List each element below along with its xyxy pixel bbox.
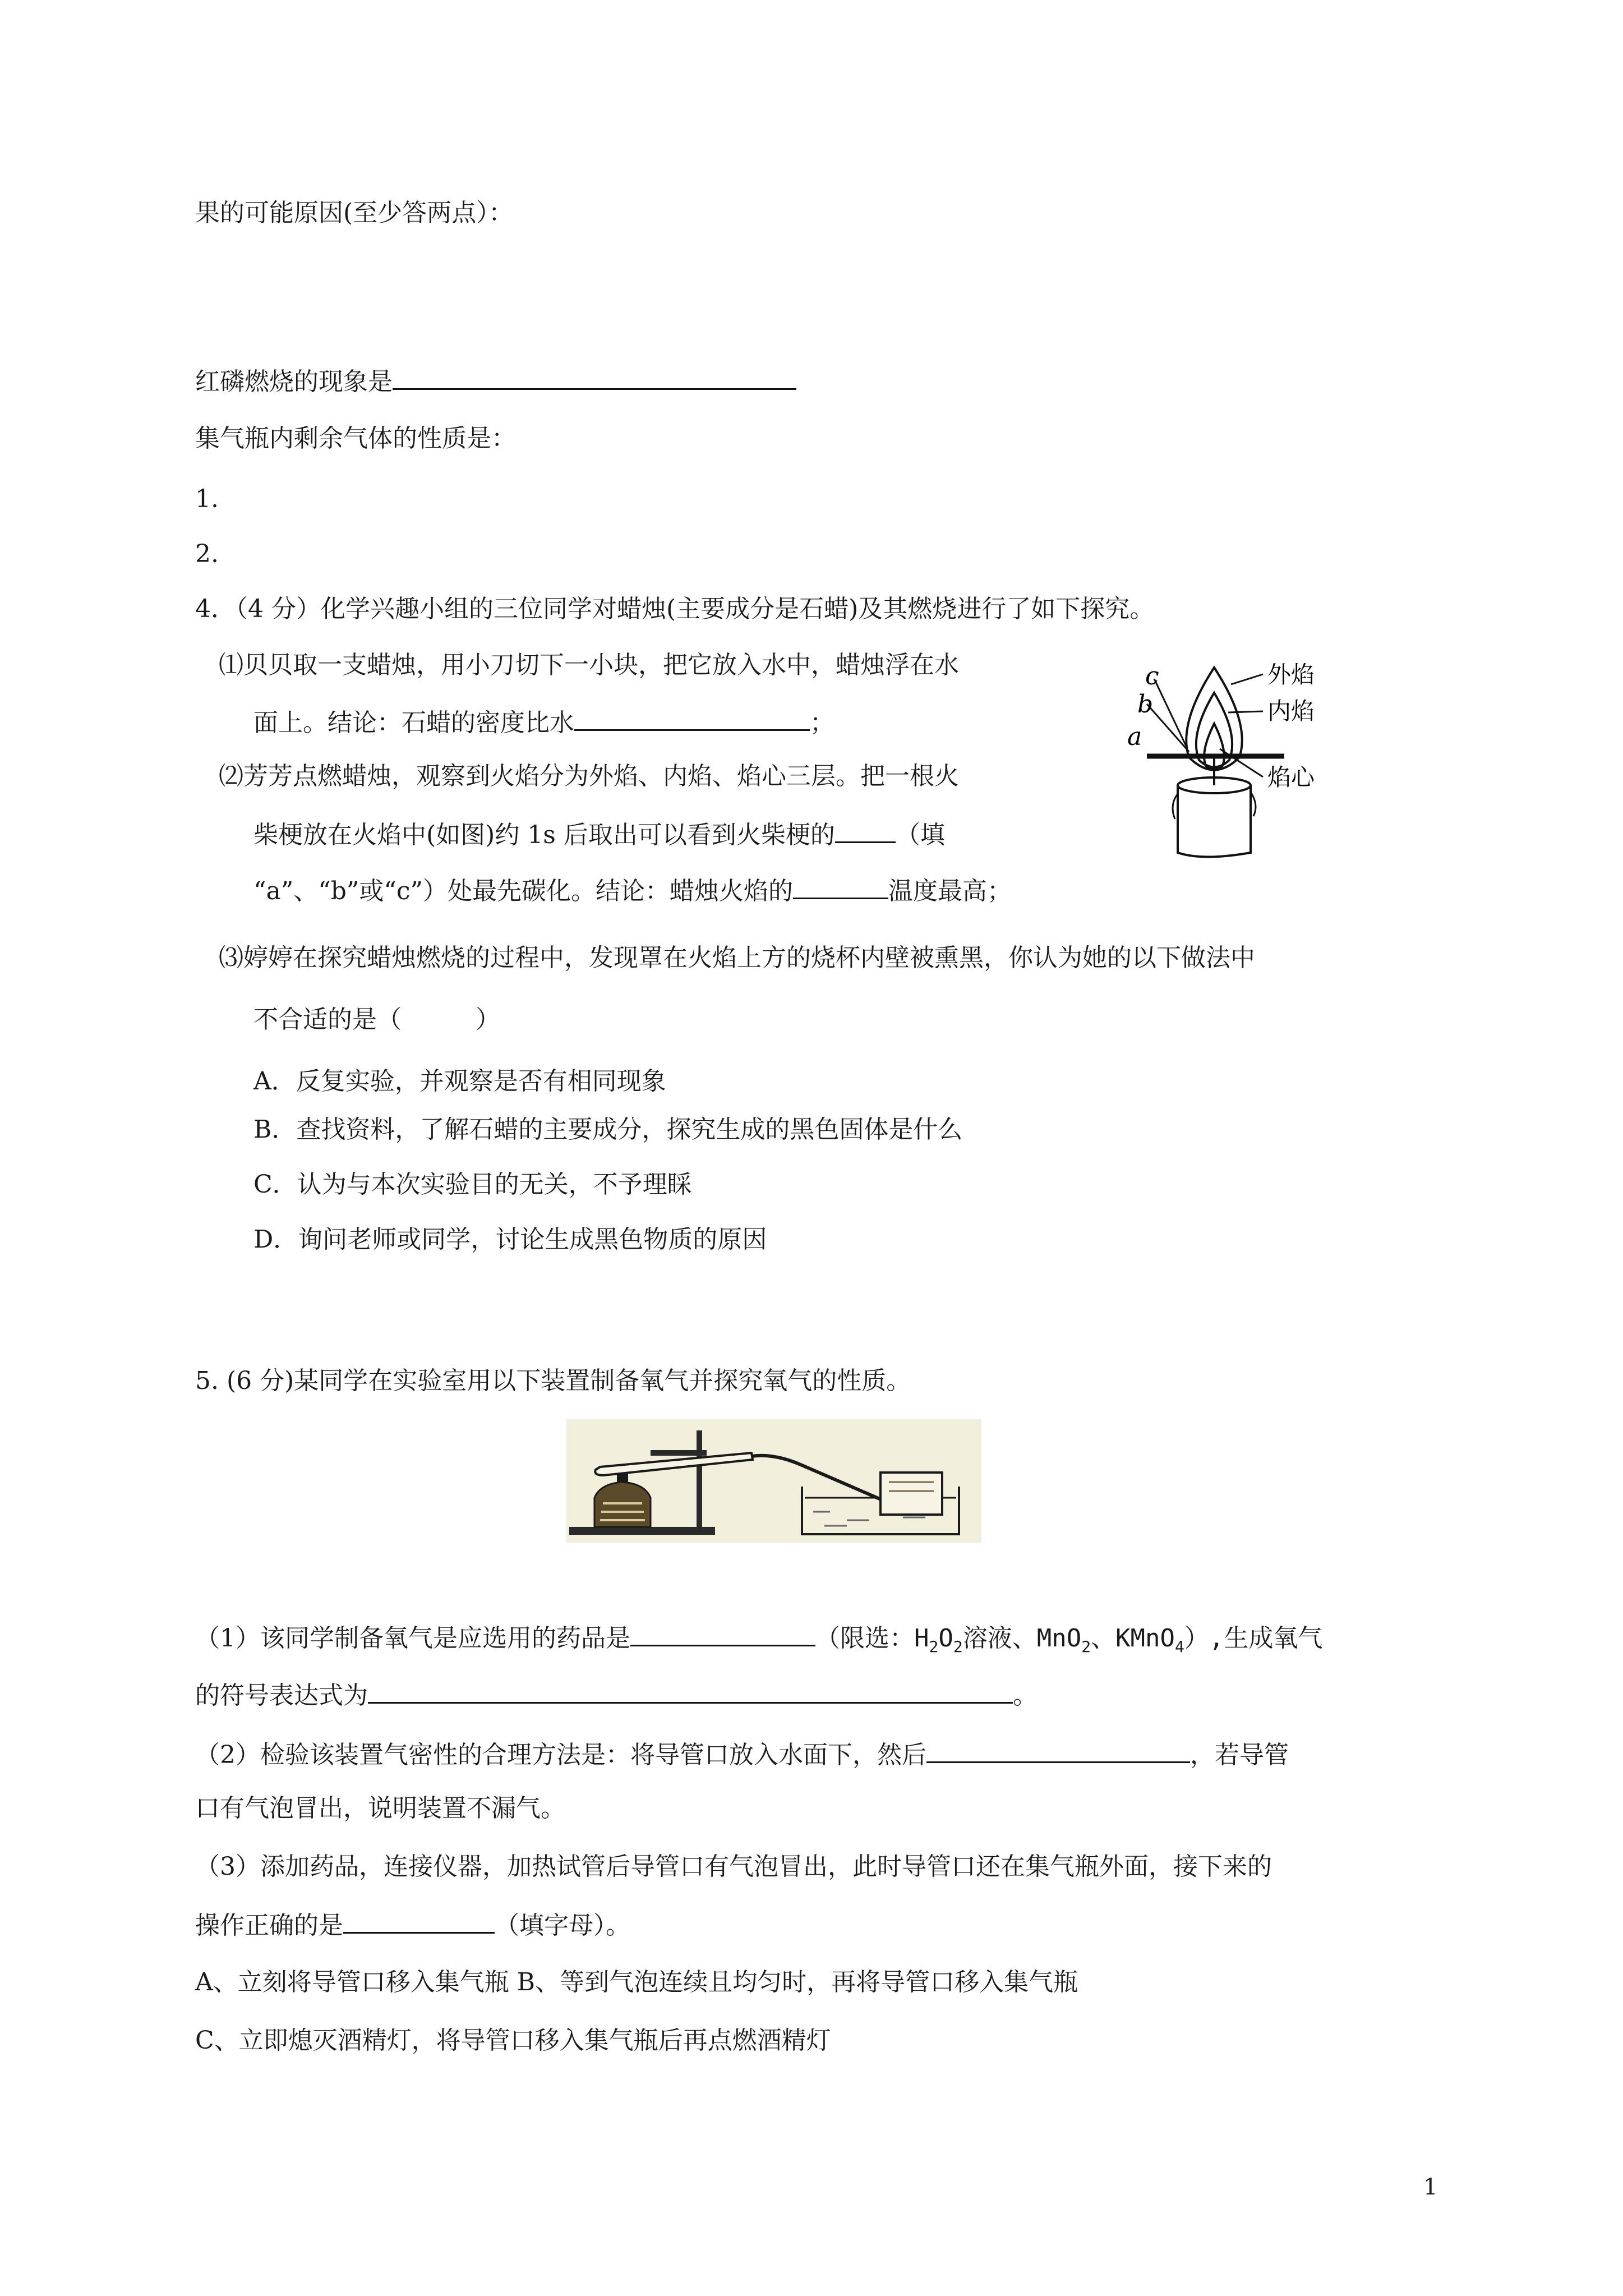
red-phosphorus-label: 红磷燃烧的现象是 <box>195 367 393 396</box>
item-1: 1. <box>195 485 219 513</box>
reagent-options-start: （限选：H <box>815 1624 929 1653</box>
q4-p2-line3 <box>253 873 1012 907</box>
q4-p3-line1: ⑶婷婷在探究蜡烛燃烧的过程中，发现罩在火焰上方的烧杯内壁被熏黑，你认为她的以下做法中 <box>219 944 1255 972</box>
item-2: 2. <box>195 540 219 568</box>
q4-p3-line2: 不合适的是（ ） <box>253 1005 500 1034</box>
flame-layer-blank[interactable] <box>793 873 888 899</box>
carbonize-position-blank[interactable] <box>835 817 896 843</box>
q4-title: 4．（4 分）化学兴趣小组的三位同学对蜡烛(主要成分是石蜡)及其燃烧进行了如下探究。 <box>195 595 1155 623</box>
q5-s3-line1: （3）添加药品，连接仪器，加热试管后导管口有气泡冒出，此时导管口还在集气瓶外面，接下来的 <box>195 1852 1272 1881</box>
q5-choice-ab: A、立刻将导管口移入集气瓶 B、等到气泡连续且均匀时，再将导管口移入集气瓶 <box>195 1968 1078 1996</box>
q4-option-d: D．询问老师或同学，讨论生成黑色物质的原因 <box>253 1225 767 1254</box>
q5-s3-line2: 操作正确的是 （填字母）。 <box>195 1907 630 1941</box>
outer-flame-label: 外焰 <box>1267 661 1315 688</box>
equation-blank[interactable] <box>368 1677 1013 1704</box>
q4-p2-line2 <box>253 817 945 851</box>
q4-p2-conclusion: “a”、“b”或“c”）处最先碳化。结论：蜡烛火焰的 <box>253 877 794 905</box>
q5-s2-line2: 口有气泡冒出，说明装置不漏气。 <box>195 1794 565 1823</box>
q5-choice-c: C、立即熄灭酒精灯，将导管口移入集气瓶后再点燃酒精灯 <box>195 2026 831 2055</box>
q4-p1-line2 <box>253 705 834 739</box>
oxygen-apparatus-figure <box>566 1419 981 1543</box>
q5-s1-line2: 的符号表达式为 。 <box>195 1677 1038 1711</box>
density-blank[interactable] <box>574 705 810 731</box>
candle-flame-figure <box>1116 645 1352 864</box>
q4-option-c: C．认为与本次实验目的无关，不予理睬 <box>253 1170 692 1199</box>
remaining-gas-label: 集气瓶内剩余气体的性质是： <box>195 424 516 453</box>
stand-rod <box>697 1430 702 1529</box>
red-phosphorus-question <box>195 364 796 398</box>
operation-prompt: 操作正确的是 <box>195 1911 343 1940</box>
gas-collecting-bottle <box>880 1473 942 1515</box>
equation-prompt: 的符号表达式为 <box>195 1681 368 1710</box>
q4-p1-line1: ⑴贝贝取一支蜡烛，用小刀切下一小块，把它放入水中，蜡烛浮在水 <box>219 651 959 679</box>
point-b-label: b <box>1137 690 1154 719</box>
inner-flame-label: 内焰 <box>1267 697 1315 725</box>
reagent-options-end: ）,生成氧气 <box>1184 1624 1323 1653</box>
core-label: 焰心 <box>1267 763 1315 791</box>
operation-blank[interactable] <box>343 1907 495 1934</box>
top-line: 果的可能原因(至少答两点）： <box>195 199 514 227</box>
q4-option-b: B．查找资料，了解石蜡的主要成分，探究生成的黑色固体是什么 <box>253 1115 963 1144</box>
point-a-label: a <box>1127 723 1142 751</box>
q4-option-a: A．反复实验，并观察是否有相同现象 <box>253 1067 666 1096</box>
q5-s1-line1: （1）该同学制备氧气是应选用的药品是 （限选：$H_2O_2$溶液、MnO$_2$、KMnO$_4$）,生成氧气 <box>195 1620 1322 1654</box>
clamp <box>651 1450 707 1456</box>
q5-s1-prompt: （1）该同学制备氧气是应选用的药品是 <box>195 1624 630 1653</box>
red-phosphorus-blank[interactable] <box>393 364 796 390</box>
airtightness-prompt: （2）检验该装置气密性的合理方法是：将导管口放入水面下，然后 <box>195 1741 926 1769</box>
q4-p1-end: ； <box>810 708 834 737</box>
point-c-label: c <box>1145 662 1159 691</box>
q4-p2-text: 柴梗放在火焰中(如图)约 1s 后取出可以看到火柴梗的 <box>253 821 835 849</box>
q5-s2-line1: （2）检验该装置气密性的合理方法是：将导管口放入水面下，然后 ，若导管 <box>195 1737 1289 1771</box>
q4-p2-line1: ⑵芳芳点燃蜡烛，观察到火焰分为外焰、内焰、焰心三层。把一根火 <box>219 762 959 790</box>
q5-title: 5. (6 分)某同学在实验室用以下装置制备氧气并探究氧气的性质。 <box>195 1366 911 1395</box>
candle-body <box>1178 785 1251 857</box>
q4-p2-fill-hint: （填 <box>895 821 945 849</box>
page-number: 1 <box>1423 2174 1438 2200</box>
airtightness-blank[interactable] <box>926 1737 1190 1763</box>
q4-p1-text: 面上。结论：石蜡的密度比水 <box>253 708 574 737</box>
q4-p2-tail: 温度最高； <box>888 877 1012 905</box>
stand-base <box>569 1527 715 1535</box>
reagent-blank[interactable] <box>630 1620 815 1646</box>
